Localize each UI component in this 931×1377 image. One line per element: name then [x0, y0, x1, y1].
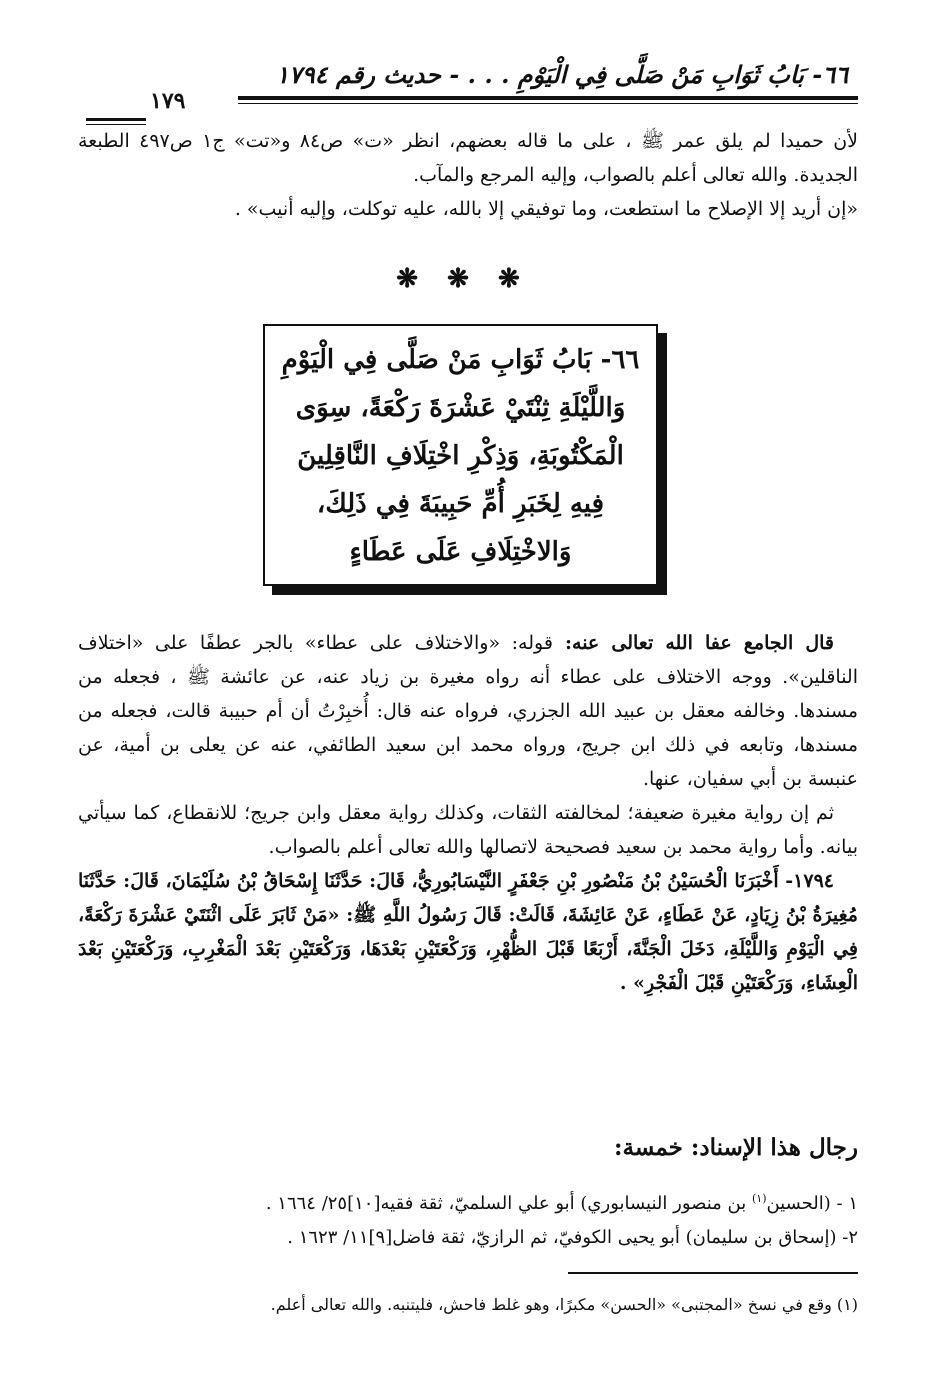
running-header	[68, 60, 858, 114]
header-rule	[238, 96, 858, 100]
intro-text	[78, 124, 858, 226]
narrator-name: ٢- (إسحاق بن سليمان) أبو يحيى الكوفيّ، ثم الرازيّ، ثقة فاضل[٩]١١/ ١٦٢٣ .	[287, 1227, 858, 1248]
footnotes	[78, 1292, 858, 1318]
intro-paragraph: لأن حميدا لم يلق عمر ﷺ ، على ما قاله بعضهم، انظر «ت» ص٨٤ و«تت» ج١ ص٤٩٧ الطبعة الجديدة. والله تعالى أعلم بالصواب، وإليه المرجع والمآب.	[78, 130, 859, 186]
header-title: ٦٦- بَابُ ثَوَابِ مَنْ صَلَّى فِي الْيَوْمِ . . . - حديث رقم ١٧٩٤	[275, 60, 848, 89]
commentary-paragraph	[78, 626, 858, 796]
document-page	[68, 40, 858, 1350]
footnote-ref: (١)	[751, 1192, 767, 1205]
hadith-text: ١٧٩٤- أَخْبَرَنَا الْحُسَيْنُ بْنُ مَنْصُورِ بْنِ جَعْفَرٍ النَّيْسَابُورِيُّ، قَالَ: حَدَّثَنَا إِسْحَاقُ بْنُ سُلَيْمَانَ، قَالَ: حَدَّثَنَا مُغِيرَةُ بْنُ زِيَادٍ، عَنْ عَطَاءٍ، عَنْ عَائِشَةَ، قَالَتْ: قَالَ رَسُولُ اللَّهِ ﷺ: «مَنْ ثَابَرَ عَلَى اثْنَتَيْ عَشْرَةَ رَكْعَةً، فِي الْيَوْمِ وَاللَّيْلَةِ، دَخَلَ الْجَنَّةَ، أَرْبَعًا قَبْلَ الظُّهْرِ، وَرَكْعَتَيْنِ بَعْدَهَا، وَرَكْعَتَيْنِ بَعْدَ الْمَغْرِبِ، وَرَكْعَتَيْنِ بَعْدَ الْعِشَاءِ، وَرَكْعَتَيْنِ قَبْلَ الْفَجْرِ» .	[78, 870, 858, 994]
narrator-item	[78, 1182, 858, 1221]
commentary-paragraph-2: ثم إن رواية مغيرة ضعيفة؛ لمخالفته الثقات، وكذلك رواية معقل وابن جريج؛ للانقطاع، كما سيأتي بيانه. وأما رواية محمد بن سعيد فصحيحة لاتصالها والله تعالى أعلم بالصواب.	[78, 802, 858, 858]
chapter-title-line: وَالاخْتِلَافِ عَلَى عَطَاءٍ	[349, 537, 572, 567]
chapter-title-box	[263, 324, 658, 586]
section-divider-stars: ❋ ❋ ❋	[396, 264, 530, 294]
page-number-rule	[86, 118, 146, 121]
narrator-details: بن منصور النيسابوري) أبو علي السلميّ، ثقة فقيه[١٠]٢٥/ ١٦٦٤ .	[265, 1193, 752, 1214]
chapter-title-line: فِيهِ لِخَبَرِ أُمِّ حَبِيبَةَ فِي ذَلِكَ،	[316, 489, 605, 519]
intro-quote: «إن أريد إلا الإصلاح ما استطعت، وما توفيقي إلا بالله، عليه توكلت، وإليه أنيب» .	[234, 198, 858, 220]
narrators-list	[78, 1182, 858, 1255]
commentary-lead: قال الجامع عفا الله تعالى عنه:	[552, 632, 834, 654]
main-body	[78, 626, 858, 1000]
chapter-title-line: الْمَكْتُوبَةِ، وَذِكْرِ اخْتِلَافِ النَّاقِلِينَ	[297, 441, 624, 471]
narrators-heading: رجال هذا الإسناد: خمسة:	[614, 1134, 858, 1161]
commentary-text: قوله: «والاختلاف على عطاء» بالجر عطفًا على «اختلاف الناقلين». ووجه الاختلاف على عطاء أنه رواه مغيرة بن زياد عنه، عن عائشة ﷺ ، فجعله من مسندها. وخالفه معقل بن عبيد الله الجزري، فرواه عنه قال: أُخبِرْتُ أن أم حبيبة قالت، فجعله من مسندها، وتابعه في ذلك ابن جريج، ورواه محمد ابن سعيد الطائفي، عنه عن يعلى بن أمية، عن عنبسة بن أبي سفيان، عنها.	[78, 632, 858, 790]
narrator-name: ١ - (الحسين	[766, 1193, 858, 1214]
footnote-text: (١) وقع في نسخ «المجتبى» «الحسن» مكبرًا، وهو غلط فاحش، فليتنبه. والله تعالى أعلم.	[270, 1295, 858, 1314]
header-rule-thin	[238, 103, 858, 104]
chapter-title-line: وَاللَّيْلَةِ ثِنْتَيْ عَشْرَةَ رَكْعَةً، سِوَى	[295, 393, 626, 423]
page-number: ١٧٩	[150, 88, 186, 114]
chapter-title-line: ٦٦- بَابُ ثَوَابِ مَنْ صَلَّى فِي الْيَوْمِ	[281, 345, 640, 375]
footnote-rule	[568, 1272, 858, 1274]
narrator-item	[78, 1221, 858, 1255]
